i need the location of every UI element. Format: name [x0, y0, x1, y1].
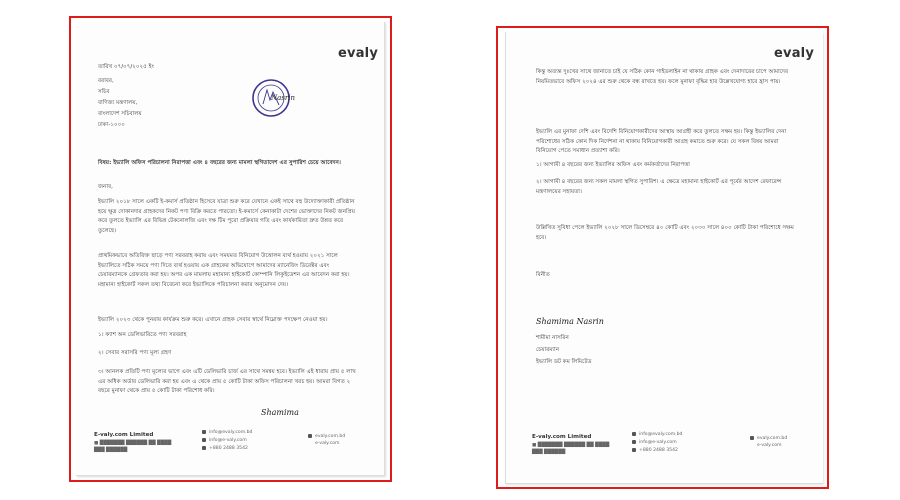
addressee-line: বাণিজ্য মন্ত্রণালয়,: [98, 100, 138, 106]
left-letter-page: [76, 22, 385, 476]
footer-phone: +880 2488 3542: [639, 448, 678, 453]
phone-icon: [202, 446, 206, 450]
right-letter-page: [505, 32, 823, 484]
closing: বিনীত: [536, 272, 550, 278]
web-icon: [308, 434, 312, 438]
addressee-line: বরাবর,: [98, 78, 114, 84]
letter-subject: বিষয়: ইভ্যালি অফিস পরিচালনা নিরাপত্তা এবং ৪ বছরের জন্য মামলা স্থগিতাদেশ এর সুপারিশ চেয়ে আবেদন।: [98, 160, 341, 166]
footer-email: info@e-valy.com: [639, 440, 677, 445]
globe-icon: [632, 440, 636, 444]
globe-icon: [202, 438, 206, 442]
email-icon: [202, 430, 206, 434]
list-item: ৩। আনলক প্রতিটি পণ্য মূল্যের ভাগে এবং এটি ডেলিভারি চার্জ এর সাথে সমন্বয় হবে। ইভ্যালি এই ধারায় প্রায় ৫ লাখ এর অধিক অর্ডার ডেলিভারি করা হয় এবং এ থেকে প্রায় ৫ কোটি টাকা অফিস পরিচালনা খরচ হয়। আমরা বিগত ২ বছরে মুনাফা থেকে প্রায় ৫ কোটি টাকা পরিশোধ করি।: [98, 369, 356, 395]
letter-date: তারিখ ০৭/০৭/২০২৫ ইং: [98, 64, 154, 70]
right-document-frame: [496, 26, 829, 489]
signature: Shamima: [261, 408, 299, 417]
list-item: ১। আগামী ৪ বছরের জন্য ইভ্যালির অফিস এবং কর্মকর্তাদের নিরাপত্তা: [536, 162, 690, 168]
evaly-logo: evaly: [338, 46, 378, 61]
signatory-designation: চেয়ারম্যান: [536, 347, 559, 353]
addressee-line: সচিব: [98, 89, 110, 95]
footer-web: evaly.com.bd: [757, 436, 788, 441]
list-item: ১। ক্যাশ অন ডেলিভারিতে পণ্য সরবরাহ: [98, 332, 187, 338]
web-icon: [750, 436, 754, 440]
list-item: ২। আগামী ৪ বছরের জন্য সকল মামলা স্থগিত সুপারিশ। এ ক্ষেত্রে মহামান্য হাইকোর্ট এর পূর্বের আদেশ রেফারেন্স মন্ত্রণালয়ের সহায়তা।: [536, 179, 782, 195]
body-paragraph: ইভ্যালি ২০১৮ সালে একটি ই-কমার্স প্রতিষ্ঠান হিসেবে যাত্রা শুরু করে যেখানে একই সাথে বহু উদ্যোক্তাকারী প্রতিষ্ঠান হয়ে ক্ষুদ্র দোকানদার গ্রাহকদের নিকট পণ্য বিক্রি করতে পারতো। ই-কমার্সে কেনাকাটা দেশের ভোক্তাদের নিকট জনপ্রিয় করে তুলতে ইভ্যালি এর বিভিন্ন টেকনোলজি এবং দক্ষ টিম পুরো প্রক্রিয়ার গতি এবং কার্যকারিতা দ্রুত উন্নত করে তুলেছে।: [98, 199, 355, 234]
footer-address: ■ ███████ ██████ ██ ████: [94, 441, 172, 446]
footer-email: info@evaly.com.bd: [209, 430, 253, 435]
footer-address: ███ ██████: [94, 448, 128, 453]
evaly-logo: evaly: [774, 46, 814, 61]
footer-web: e-valy.com: [757, 443, 782, 448]
email-icon: [632, 432, 636, 436]
signatory-name: শামীমা নাসরিন: [536, 335, 569, 341]
footer-email: info@evaly.com.bd: [639, 432, 683, 437]
addressee-line: বাংলাদেশ সচিবালয়: [98, 111, 142, 117]
body-paragraph: কিন্তু অত্যন্ত দুঃখের সাথে জানাতে চাই যে সঠিক কোন গাইডলাইন না থাকায় গ্রাহক এবং দেনাদারের চাপে আমাদের নিয়মিতভাবে অফিস ২০২৪ এর শুরু থেকে বন্ধ রাখতে হয়। ফলে মুনাফা বৃদ্ধির হার উল্লেখযোগ্য হারে হ্রাস পায়।: [536, 69, 789, 85]
footer-address: ■ ███████ ██████ ██ ████: [532, 443, 610, 448]
body-paragraph: ইভ্যালি এর মুনাফা দেশি এবং বিদেশি বিনিয়োগকারীদের আস্থায় আগ্রহী করে তুলতে সক্ষম হয়। কিন্তু ইভ্যালির দেনা পরিশোধের সঠিক কোন দিক নির্দেশনা না থাকায় বিনিয়োগকারী আগ্রহ কমাতে শুরু করে। যে সকল বিষয় আমরা বিনিয়োগ পেতে সমাধান প্রত্যাশা করি।: [536, 129, 787, 155]
salutation: জনাব,: [98, 184, 113, 190]
left-document-frame: [69, 16, 392, 482]
footer-web: evaly.com.bd: [315, 434, 346, 439]
body-paragraph: প্রাথমিকভাবে অতিরিক্ত ছাড়ে পণ্য সরবরাহ করায় এবং সময়মত বিনিয়োগ উত্তোলন ব্যর্থ হওয়ায় ২০২১ সালে ইভ্যালিতে সঠিক সময়ে পণ্য দিতে ব্যর্থ হওয়ায় এক গ্রাহকের অভিযোগে আমাদের ম্যানেজিং ডিরেক্টর এবং চেয়ারম্যানকে গ্রেফতার করা হয়। অপর এক মামলায় মহামান্য হাইকোর্ট কোম্পানি লিকুইডেশন এর আবেদন করা হয়। মহামান্য হাইকোর্ট সকল তথ্য বিবেচনা করে ইভ্যালিকে পরিচালনা করার অনুমোদন দেয়।: [98, 253, 350, 288]
footer-address: ███ ██████: [532, 450, 566, 455]
list-item: ২। সেবার সরাসরি পণ্য মূল্য গ্রহণ: [98, 350, 172, 356]
signature: Shamima Nasrin: [536, 317, 604, 326]
addressee-line: ঢাকা-১০০০: [98, 122, 125, 128]
phone-icon: [632, 448, 636, 452]
body-paragraph: ইভ্যালি ২০২৩ থেকে পুনরায় কার্যক্রম শুরু করে। এখানে গ্রাহক সেবার স্বার্থে নিম্নোক্ত পদক্ষেপ নেওয়া হয়।: [98, 317, 328, 323]
body-paragraph: উল্লিখিত সুবিধা পেলে ইভ্যালি ২০২৮ সালে ডিসেম্বরে ৪০ কোটি এবং ২০৩০ সালে ৪০০ কোটি টাকা পরিশোধে সক্ষম হবে।: [536, 225, 794, 241]
footer-phone: +880 2488 3542: [209, 446, 248, 451]
footer-company: E-valy.com Limited: [94, 432, 154, 438]
footer-web: e-valy.com: [315, 441, 340, 446]
seal-signature: Nasrin: [271, 94, 295, 102]
signatory-company: ইভ্যালি ডট কম লিমিটেড: [536, 359, 592, 365]
footer-email: info@e-valy.com: [209, 438, 247, 443]
footer-company: E-valy.com Limited: [532, 434, 592, 440]
